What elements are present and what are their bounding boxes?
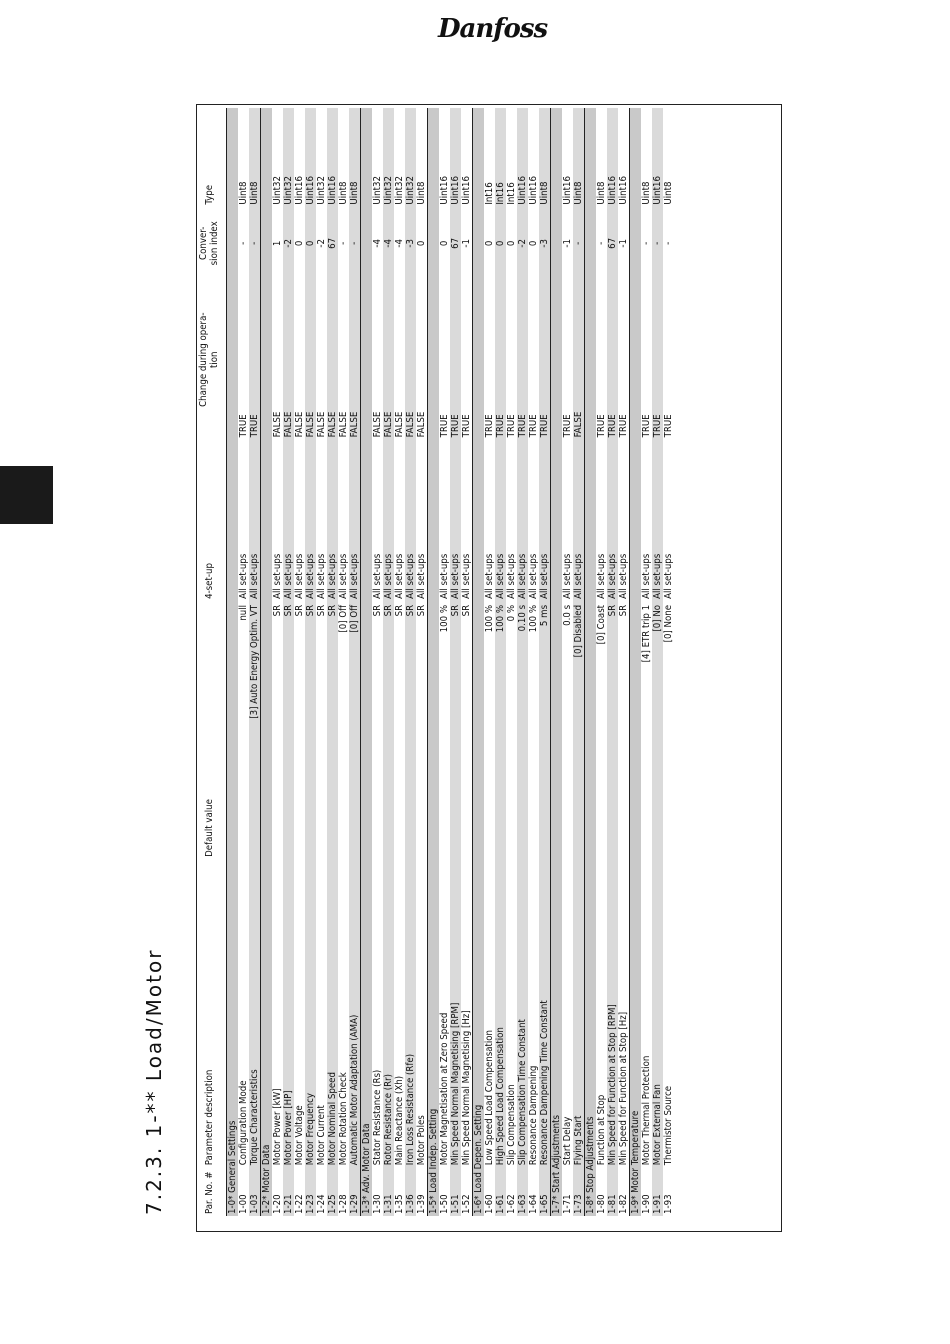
cell-type: Uint16 — [607, 108, 618, 207]
cell-default-value: 0 % — [506, 601, 517, 859]
cell-par-no: 1-64 — [528, 1167, 539, 1216]
cell-setup: All set-ups — [528, 439, 539, 601]
table-row — [539, 108, 551, 1216]
table-row — [383, 108, 394, 1216]
table-row — [461, 108, 473, 1216]
cell-description: Rotor Resistance (Rr) — [383, 859, 394, 1167]
cell-description: High Speed Load Compensation — [495, 859, 506, 1167]
cell-default-value: 0.0 s — [562, 601, 573, 859]
cell-default-value: SR — [316, 601, 327, 859]
cell-par-no: 1-61 — [495, 1167, 506, 1216]
cell-change-during-operation: TRUE — [528, 280, 539, 439]
cell-setup: All set-ups — [652, 439, 663, 601]
cell-conversion-index: 0 — [416, 207, 428, 280]
table-row — [495, 108, 506, 1216]
cell-change-during-operation: TRUE — [238, 280, 249, 439]
cell-default-value: 0.10 s — [517, 601, 528, 859]
cell-default-value: 100 % — [495, 601, 506, 859]
cell-setup: All set-ups — [283, 439, 294, 601]
cell-type: Uint16 — [461, 108, 473, 207]
danfoss-logo: Danfoss — [438, 14, 548, 44]
cell-type: Uint8 — [249, 108, 261, 207]
cell-conversion-index: -2 — [283, 207, 294, 280]
table-row — [652, 108, 663, 1216]
cell-conversion-index: - — [338, 207, 349, 280]
cell-change-during-operation: TRUE — [495, 280, 506, 439]
cell-default-value: SR — [272, 601, 283, 859]
cell-type: Uint16 — [450, 108, 461, 207]
table-row — [416, 108, 428, 1216]
cell-type: Uint16 — [439, 108, 450, 207]
cell-change-during-operation: FALSE — [316, 280, 327, 439]
group-title: 1-6* Load Depen. Setting — [473, 108, 485, 1216]
cell-conversion-index: -3 — [405, 207, 416, 280]
table-row — [305, 108, 316, 1216]
cell-change-during-operation: FALSE — [372, 280, 383, 439]
cell-setup: All set-ups — [607, 439, 618, 601]
cell-type: Uint8 — [663, 108, 674, 207]
table-row — [450, 108, 461, 1216]
cell-default-value: [0] Off — [338, 601, 349, 859]
cell-description: Automatic Motor Adaptation (AMA) — [349, 859, 361, 1167]
cell-setup: All set-ups — [372, 439, 383, 601]
group-header-row — [261, 108, 273, 1216]
cell-description: Motor Current — [316, 859, 327, 1167]
table-row — [316, 108, 327, 1216]
group-header-row — [428, 108, 440, 1216]
cell-par-no: 1-93 — [663, 1167, 674, 1216]
cell-par-no: 1-20 — [272, 1167, 283, 1216]
cell-conversion-index: -2 — [316, 207, 327, 280]
table-row — [394, 108, 405, 1216]
cell-type: Uint32 — [394, 108, 405, 207]
cell-change-during-operation: FALSE — [283, 280, 294, 439]
cell-par-no: 1-71 — [562, 1167, 573, 1216]
table-row — [528, 108, 539, 1216]
col-header-par-no: Par. No. # — [203, 1171, 215, 1214]
cell-conversion-index: 0 — [294, 207, 305, 280]
cell-description: Torque Characteristics — [249, 859, 261, 1167]
cell-conversion-index: 0 — [506, 207, 517, 280]
group-header-row — [227, 108, 239, 1216]
table-row — [372, 108, 383, 1216]
cell-description: Motor Voltage — [294, 859, 305, 1167]
cell-description: Slip Compensation Time Constant — [517, 859, 528, 1167]
table-row — [272, 108, 283, 1216]
table-row — [349, 108, 361, 1216]
cell-change-during-operation: TRUE — [663, 280, 674, 439]
cell-par-no: 1-29 — [349, 1167, 361, 1216]
chapter-tab-marker — [0, 466, 53, 524]
cell-change-during-operation: TRUE — [249, 280, 261, 439]
cell-setup: All set-ups — [249, 439, 261, 601]
cell-default-value: 100 % — [439, 601, 450, 859]
cell-par-no: 1-52 — [461, 1167, 473, 1216]
cell-change-during-operation: FALSE — [394, 280, 405, 439]
cell-change-during-operation: FALSE — [405, 280, 416, 439]
cell-setup: All set-ups — [405, 439, 416, 601]
group-title: 1-0* General Settings — [227, 108, 239, 1216]
rotated-page-content — [142, 106, 782, 1216]
cell-conversion-index: -3 — [539, 207, 551, 280]
cell-conversion-index: - — [663, 207, 674, 280]
cell-par-no: 1-00 — [238, 1167, 249, 1216]
cell-par-no: 1-35 — [394, 1167, 405, 1216]
cell-par-no: 1-50 — [439, 1167, 450, 1216]
cell-default-value: SR — [383, 601, 394, 859]
cell-change-during-operation: FALSE — [338, 280, 349, 439]
group-title: 1-5* Load Indep. Setting — [428, 108, 440, 1216]
cell-change-during-operation: TRUE — [596, 280, 607, 439]
cell-setup: All set-ups — [573, 439, 585, 601]
cell-default-value: SR — [461, 601, 473, 859]
cell-conversion-index: -4 — [383, 207, 394, 280]
cell-conversion-index: - — [652, 207, 663, 280]
cell-type: Uint8 — [596, 108, 607, 207]
cell-change-during-operation: FALSE — [349, 280, 361, 439]
cell-type: Uint16 — [327, 108, 338, 207]
cell-conversion-index: 67 — [327, 207, 338, 280]
cell-setup: All set-ups — [495, 439, 506, 601]
col-header-change: Change during opera- tion — [198, 312, 220, 407]
cell-type: Uint16 — [305, 108, 316, 207]
cell-description: Low Speed Load Compensation — [484, 859, 495, 1167]
cell-description: Motor Rotation Check — [338, 859, 349, 1167]
table-row — [517, 108, 528, 1216]
cell-setup: All set-ups — [294, 439, 305, 601]
group-title: 1-8* Stop Adjustments — [585, 108, 597, 1216]
cell-default-value: [3] Auto Energy Optim. VT — [249, 601, 261, 859]
table-row — [405, 108, 416, 1216]
cell-par-no: 1-63 — [517, 1167, 528, 1216]
cell-setup: All set-ups — [618, 439, 630, 601]
cell-default-value: null — [238, 601, 249, 859]
cell-type: Uint8 — [539, 108, 551, 207]
cell-description: Motor Power [kW] — [272, 859, 283, 1167]
cell-default-value: 5 ms — [539, 601, 551, 859]
cell-setup: All set-ups — [484, 439, 495, 601]
cell-type: Uint16 — [618, 108, 630, 207]
cell-setup: All set-ups — [663, 439, 674, 601]
cell-par-no: 1-30 — [372, 1167, 383, 1216]
cell-par-no: 1-60 — [484, 1167, 495, 1216]
cell-description: Slip Compensation — [506, 859, 517, 1167]
cell-description: Motor Thermal Protection — [641, 859, 652, 1167]
cell-setup: All set-ups — [316, 439, 327, 601]
cell-type: Int16 — [495, 108, 506, 207]
cell-default-value: SR — [416, 601, 428, 859]
cell-par-no: 1-22 — [294, 1167, 305, 1216]
table-row — [283, 108, 294, 1216]
cell-type: Int16 — [506, 108, 517, 207]
cell-default-value: SR — [283, 601, 294, 859]
cell-default-value: SR — [327, 601, 338, 859]
cell-default-value: 100 % — [484, 601, 495, 859]
cell-par-no: 1-24 — [316, 1167, 327, 1216]
table-row — [506, 108, 517, 1216]
cell-default-value: [0] Disabled — [573, 601, 585, 859]
cell-setup: All set-ups — [327, 439, 338, 601]
table-row — [607, 108, 618, 1216]
cell-par-no: 1-36 — [405, 1167, 416, 1216]
cell-change-during-operation: TRUE — [461, 280, 473, 439]
cell-par-no: 1-73 — [573, 1167, 585, 1216]
group-title: 1-3* Adv. Motor Data — [361, 108, 373, 1216]
cell-description: Motor Poles — [416, 859, 428, 1167]
cell-type: Uint16 — [562, 108, 573, 207]
cell-description: Motor Power [HP] — [283, 859, 294, 1167]
table-row — [596, 108, 607, 1216]
cell-change-during-operation: FALSE — [272, 280, 283, 439]
cell-default-value: [0] None — [663, 601, 674, 859]
table-body — [227, 108, 675, 1216]
cell-setup: All set-ups — [238, 439, 249, 601]
cell-description: Start Delay — [562, 859, 573, 1167]
cell-conversion-index: -1 — [618, 207, 630, 280]
cell-setup: All set-ups — [416, 439, 428, 601]
cell-type: Uint8 — [349, 108, 361, 207]
cell-setup: All set-ups — [461, 439, 473, 601]
table-row — [663, 108, 674, 1216]
cell-conversion-index: - — [641, 207, 652, 280]
cell-default-value: [0] No — [652, 601, 663, 859]
table-row — [338, 108, 349, 1216]
cell-type: Uint32 — [383, 108, 394, 207]
cell-description: Function at Stop — [596, 859, 607, 1167]
cell-conversion-index: - — [596, 207, 607, 280]
cell-conversion-index: -2 — [517, 207, 528, 280]
cell-description: Stator Resistance (Rs) — [372, 859, 383, 1167]
cell-change-during-operation: TRUE — [641, 280, 652, 439]
cell-par-no: 1-51 — [450, 1167, 461, 1216]
cell-conversion-index: - — [349, 207, 361, 280]
cell-description: Resonance Dampening — [528, 859, 539, 1167]
section-title: 7.2.3. 1-** Load/Motor — [142, 948, 166, 1215]
cell-change-during-operation: FALSE — [305, 280, 316, 439]
cell-change-during-operation: TRUE — [652, 280, 663, 439]
cell-type: Uint32 — [316, 108, 327, 207]
cell-change-during-operation: TRUE — [484, 280, 495, 439]
cell-type: Uint32 — [283, 108, 294, 207]
cell-description: Main Reactance (Xh) — [394, 859, 405, 1167]
cell-description: Iron Loss Resistance (Rfe) — [405, 859, 416, 1167]
table-row — [562, 108, 573, 1216]
col-header-setup: 4-set-up — [203, 563, 215, 599]
cell-description: Motor Magnetisation at Zero Speed — [439, 859, 450, 1167]
cell-conversion-index: -4 — [394, 207, 405, 280]
cell-type: Uint16 — [517, 108, 528, 207]
cell-conversion-index: 1 — [272, 207, 283, 280]
cell-type: Uint16 — [294, 108, 305, 207]
table-row — [249, 108, 261, 1216]
cell-par-no: 1-80 — [596, 1167, 607, 1216]
cell-setup: All set-ups — [450, 439, 461, 601]
cell-setup: All set-ups — [394, 439, 405, 601]
cell-type: Uint16 — [652, 108, 663, 207]
cell-change-during-operation: TRUE — [450, 280, 461, 439]
cell-conversion-index: 0 — [484, 207, 495, 280]
cell-type: Uint8 — [641, 108, 652, 207]
group-title: 1-2* Motor Data — [261, 108, 273, 1216]
cell-type: Uint8 — [573, 108, 585, 207]
cell-description: Motor Frequency — [305, 859, 316, 1167]
cell-setup: All set-ups — [596, 439, 607, 601]
table-row — [238, 108, 249, 1216]
cell-setup: All set-ups — [641, 439, 652, 601]
cell-par-no: 1-91 — [652, 1167, 663, 1216]
cell-par-no: 1-25 — [327, 1167, 338, 1216]
cell-conversion-index: 67 — [607, 207, 618, 280]
cell-setup: All set-ups — [539, 439, 551, 601]
cell-conversion-index: - — [573, 207, 585, 280]
cell-default-value: SR — [394, 601, 405, 859]
cell-description: Thermistor Source — [663, 859, 674, 1167]
cell-conversion-index: 0 — [495, 207, 506, 280]
cell-change-during-operation: TRUE — [539, 280, 551, 439]
cell-type: Int16 — [484, 108, 495, 207]
cell-default-value: SR — [305, 601, 316, 859]
cell-description: Min Speed Normal Magnetising [Hz] — [461, 859, 473, 1167]
cell-type: Uint8 — [238, 108, 249, 207]
cell-par-no: 1-62 — [506, 1167, 517, 1216]
cell-default-value: SR — [405, 601, 416, 859]
table-row — [294, 108, 305, 1216]
cell-conversion-index: 67 — [450, 207, 461, 280]
cell-setup: All set-ups — [506, 439, 517, 601]
cell-description: Motor External Fan — [652, 859, 663, 1167]
cell-default-value: SR — [450, 601, 461, 859]
cell-change-during-operation: TRUE — [506, 280, 517, 439]
cell-change-during-operation: TRUE — [618, 280, 630, 439]
cell-par-no: 1-31 — [383, 1167, 394, 1216]
parameter-table — [192, 108, 674, 1216]
group-header-row — [551, 108, 563, 1216]
cell-setup: All set-ups — [439, 439, 450, 601]
cell-type: Uint16 — [528, 108, 539, 207]
cell-setup: All set-ups — [517, 439, 528, 601]
cell-change-during-operation: FALSE — [383, 280, 394, 439]
cell-description: Flying Start — [573, 859, 585, 1167]
group-title: 1-9* Motor Temperature — [630, 108, 642, 1216]
cell-type: Uint32 — [372, 108, 383, 207]
cell-par-no: 1-23 — [305, 1167, 316, 1216]
cell-default-value: SR — [607, 601, 618, 859]
table-row — [327, 108, 338, 1216]
cell-default-value: 100 % — [528, 601, 539, 859]
cell-setup: All set-ups — [383, 439, 394, 601]
cell-change-during-operation: TRUE — [607, 280, 618, 439]
cell-change-during-operation: FALSE — [294, 280, 305, 439]
table-header-row — [192, 108, 227, 1216]
cell-change-during-operation: TRUE — [517, 280, 528, 439]
cell-par-no: 1-21 — [283, 1167, 294, 1216]
cell-default-value: [4] ETR trip 1 — [641, 601, 652, 859]
cell-par-no: 1-03 — [249, 1167, 261, 1216]
cell-par-no: 1-81 — [607, 1167, 618, 1216]
col-header-type: Type — [203, 184, 215, 205]
table-row — [641, 108, 652, 1216]
group-header-row — [361, 108, 373, 1216]
cell-conversion-index: - — [238, 207, 249, 280]
cell-default-value: [0] Coast — [596, 601, 607, 859]
cell-default-value: [0] Off — [349, 601, 361, 859]
cell-setup: All set-ups — [305, 439, 316, 601]
cell-setup: All set-ups — [562, 439, 573, 601]
table-row — [484, 108, 495, 1216]
group-header-row — [630, 108, 642, 1216]
col-header-default: Default value — [203, 799, 215, 857]
cell-type: Uint8 — [338, 108, 349, 207]
cell-par-no: 1-82 — [618, 1167, 630, 1216]
table-row — [573, 108, 585, 1216]
cell-description: Min Speed for Function at Stop [RPM] — [607, 859, 618, 1167]
cell-conversion-index: -4 — [372, 207, 383, 280]
cell-conversion-index: 0 — [439, 207, 450, 280]
cell-par-no: 1-39 — [416, 1167, 428, 1216]
table-row — [439, 108, 450, 1216]
cell-default-value: SR — [372, 601, 383, 859]
cell-conversion-index: 0 — [528, 207, 539, 280]
cell-description: Min Speed Normal Magnetising [RPM] — [450, 859, 461, 1167]
cell-type: Uint8 — [416, 108, 428, 207]
cell-description: Motor Nominal Speed — [327, 859, 338, 1167]
cell-default-value: SR — [618, 601, 630, 859]
cell-setup: All set-ups — [338, 439, 349, 601]
cell-conversion-index: - — [249, 207, 261, 280]
cell-type: Uint32 — [405, 108, 416, 207]
cell-default-value: SR — [294, 601, 305, 859]
cell-change-during-operation: TRUE — [439, 280, 450, 439]
cell-description: Configuration Mode — [238, 859, 249, 1167]
group-title: 1-7* Start Adjustments — [551, 108, 563, 1216]
cell-change-during-operation: FALSE — [327, 280, 338, 439]
col-header-description: Parameter description — [203, 1069, 215, 1166]
cell-change-during-operation: FALSE — [573, 280, 585, 439]
cell-setup: All set-ups — [272, 439, 283, 601]
table-row — [618, 108, 630, 1216]
cell-par-no: 1-28 — [338, 1167, 349, 1216]
cell-conversion-index: -1 — [461, 207, 473, 280]
cell-description: Min Speed for Function at Stop [Hz] — [618, 859, 630, 1167]
group-header-row — [473, 108, 485, 1216]
cell-conversion-index: 0 — [305, 207, 316, 280]
cell-conversion-index: -1 — [562, 207, 573, 280]
group-header-row — [585, 108, 597, 1216]
col-header-conversion: Conver- sion index — [198, 221, 220, 266]
cell-par-no: 1-90 — [641, 1167, 652, 1216]
cell-setup: All set-ups — [349, 439, 361, 601]
cell-type: Uint32 — [272, 108, 283, 207]
cell-change-during-operation: FALSE — [416, 280, 428, 439]
cell-par-no: 1-65 — [539, 1167, 551, 1216]
cell-description: Resonance Dampening Time Constant — [539, 859, 551, 1167]
cell-change-during-operation: TRUE — [562, 280, 573, 439]
